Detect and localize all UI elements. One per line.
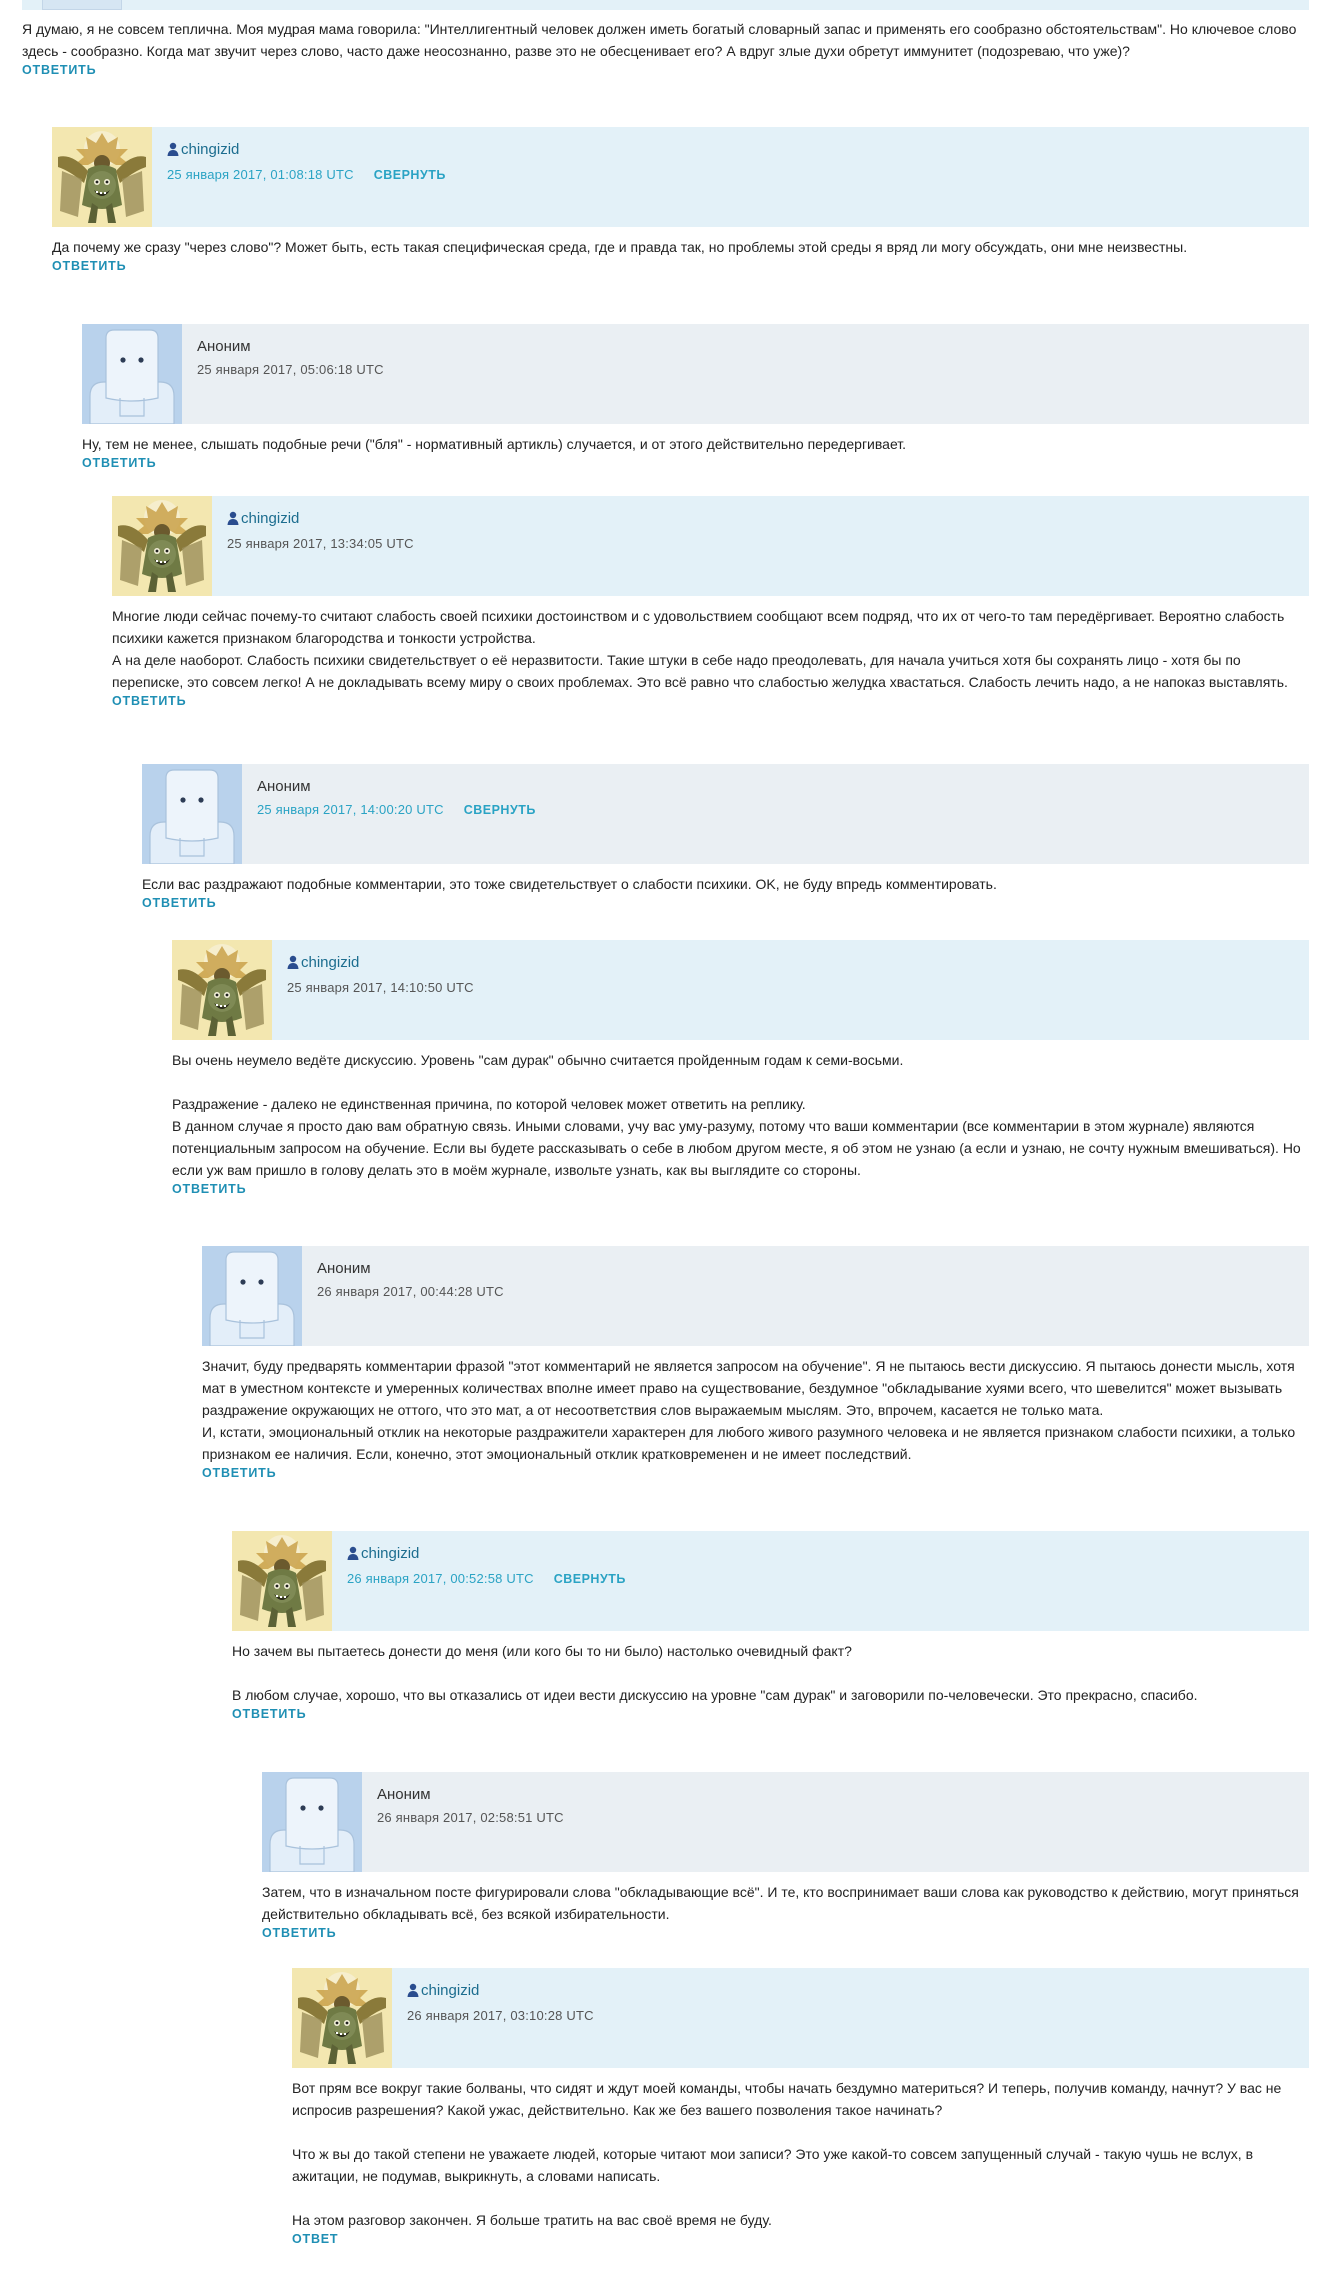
comment [112,496,1309,709]
comment-paragraph: Раздражение - далеко не единственная причина, по которой человек может ответить на реплику. [172,1096,806,1112]
user-avatar-owner[interactable] [292,1968,392,2068]
comment-paragraph: Значит, буду предварять комментарии фразой "этот комментарий не является запросом на обучение". Я не пытаюсь вести дискуссию. Я пытаюсь донести мысль, хотя мат в уместном контексте и умеренных количествах вполне имеет право на существование, бездумное "обкладывание хуями всего, что шевелится" может вызывать раздражение окружающих не оттого, что это мат, а от несоответствия слов выражаемым мыслям. Это, впрочем, касается не только мата. [202,1358,1295,1418]
username-link[interactable]: chingizid [181,141,240,158]
user-avatar-owner[interactable] [172,940,272,1040]
comment [292,1968,1309,2247]
comment-meta [167,139,446,185]
comment-paragraph [292,2121,1304,2143]
user-icon [347,1545,359,1567]
previous-comment-header-edge [22,0,1309,10]
user-avatar-owner[interactable] [232,1531,332,1631]
comment-paragraph: В любом случае, хорошо, что вы отказались от идеи вести дискуссию на уровне "сам дурак" и заговорили по-человечески. Это прекрасно, спасибо. [232,1687,1198,1703]
comment-paragraph: Да почему же сразу "через слово"? Может быть, есть такая специфическая среда, где и правда так, но проблемы этой среды я вряд ли могу обсуждать, они мне неизвестны. [52,239,1188,255]
collapse-link[interactable]: СВЕРНУТЬ [373,168,446,182]
reply-link[interactable]: ОТВЕТИТЬ [112,694,187,708]
comment-body [262,1881,1309,1925]
collapse-link[interactable]: СВЕРНУТЬ [463,803,536,817]
username: Аноним [377,1786,431,1803]
comment-timestamp-link[interactable]: 26 января 2017, 00:44:28 UTC [317,1284,504,1299]
comment-body [202,1355,1309,1465]
comment-meta [347,1543,626,1589]
user-icon [407,1982,419,2004]
reply-link[interactable]: ОТВЕТИТЬ [22,63,97,77]
username-link[interactable]: chingizid [421,1982,480,1999]
comment-body [172,1049,1309,1181]
comment-timestamp-link[interactable]: 26 января 2017, 00:52:58 UTC [347,1571,534,1586]
comment-body [52,236,1309,258]
comment-timestamp-link[interactable]: 25 января 2017, 14:00:20 UTC [257,802,444,817]
comment-meta [407,1980,594,2026]
comment-paragraph [232,1662,1304,1684]
comment-paragraph: И, кстати, эмоциональный отклик на некоторые раздражители характерен для любого живого разумного человека и не является признаком слабости психики, а только признаком ее наличия. Если, конечно, этот эмоциональный отклик кратковременен и не имеет последствий. [202,1424,1296,1462]
comment-timestamp-link[interactable]: 25 января 2017, 14:10:50 UTC [287,980,474,995]
comment-header [232,1531,1309,1631]
comment-meta [257,776,536,820]
comment [142,764,1309,911]
comment-paragraph [292,2187,1304,2209]
comment-paragraph: Многие люди сейчас почему-то считают слабость своей психики достоинством и с удовольствием сообщают всем подряд, что их от чего-то там передёргивает. Вероятно слабость психики кажется признаком благородства и тонкости устройства. [112,608,1285,646]
user-icon [287,954,299,976]
collapse-link[interactable]: СВЕРНУТЬ [553,1572,626,1586]
user-avatar-owner[interactable] [112,496,212,596]
reply-link[interactable]: ОТВЕТИТЬ [232,1707,307,1721]
comment-timestamp-link[interactable]: 26 января 2017, 03:10:28 UTC [407,2008,594,2023]
comment-timestamp-link[interactable]: 26 января 2017, 02:58:51 UTC [377,1810,564,1825]
reply-link[interactable]: ОТВЕТИТЬ [142,896,217,910]
reply-link[interactable]: ОТВЕТИТЬ [172,1182,247,1196]
comment-paragraph: В данном случае я просто даю вам обратную связь. Иными словами, учу вас уму-разуму, потому что ваши комментарии (все комментарии в этом журнале) являются потенциальным запросом на обучение. Если вы будете рассказывать о себе в любом другом месте, я об этом не узнаю (а если и узнаю, не сочту нужным вмешиваться). Но если уж вам пришло в голову делать это в моём журнале, извольте узнать, как вы выглядите со стороны. [172,1118,1301,1178]
username: Аноним [197,338,251,355]
comment-meta [317,1258,504,1302]
comment [22,18,1309,78]
comment [232,1531,1309,1722]
comment-header [172,940,1309,1040]
reply-link[interactable]: ОТВЕТИТЬ [52,259,127,273]
comment-paragraph: Что ж вы до такой степени не уважаете людей, которые читают мои записи? Это уже какой-то совсем запущенный случай - такую чушь не вслух, в ажитации, не подумав, выкрикнуть, а словами написать. [292,2146,1254,2184]
comment-paragraph: Ну, тем не менее, слышать подобные речи ("бля" - нормативный артикль) случается, и от этого действительно передергивает. [82,436,907,452]
comment-meta [377,1784,564,1828]
user-icon [227,510,239,532]
comment-header [202,1246,1309,1346]
comment-paragraph: Вы очень неумело ведёте дискуссию. Уровень "сам дурак" обычно считается пройденным годам к семи-восьми. [172,1052,904,1068]
comment-paragraph: Но зачем вы пытаетесь донести до меня (или кого бы то ни было) настолько очевидный факт? [232,1643,852,1659]
comment-header [142,764,1309,864]
username-link[interactable]: chingizid [301,954,360,971]
reply-link[interactable]: ОТВЕТИТЬ [262,1926,337,1940]
comment-paragraph: Затем, что в изначальном посте фигурировали слова "обкладывающие всё". И те, кто воспринимает ваши слова как руководство к действию, могут приняться действительно обкладывать всё, без всякой избирательности. [262,1884,1299,1922]
comment [82,324,1309,471]
username-link[interactable]: chingizid [241,510,300,527]
comment-paragraph: Я думаю, я не совсем теплична. Моя мудрая мама говорила: "Интеллигентный человек должен иметь богатый словарный запас и применять его сообразно обстоятельствам". Но ключевое слово здесь - сообразно. Когда мат звучит через слово, часто даже неосознанно, разве это не обесценивает его? А вдруг злые духи обретут иммунитет (подозреваю, что уже)? [22,21,1297,59]
username: Аноним [257,778,311,795]
comment [262,1772,1309,1941]
username: Аноним [317,1260,371,1277]
user-avatar-anonymous [82,324,182,424]
reply-link[interactable]: ОТВЕТИТЬ [202,1466,277,1480]
comment-paragraph [172,1071,1304,1093]
comment-paragraph: На этом разговор закончен. Я больше тратить на вас своё время не буду. [292,2212,772,2228]
comment-body [22,18,1309,62]
comment-body [112,605,1309,693]
comment-meta [197,336,384,380]
comment-timestamp-link[interactable]: 25 января 2017, 01:08:18 UTC [167,167,354,182]
comment-paragraph: Если вас раздражают подобные комментарии, это тоже свидетельствует о слабости психики. OK, не буду впредь комментировать. [142,876,997,892]
comment-timestamp-link[interactable]: 25 января 2017, 13:34:05 UTC [227,536,414,551]
comment [52,127,1309,274]
comment-body [292,2077,1309,2231]
reply-link[interactable]: ОТВЕТИТЬ [82,456,157,470]
comment-header [82,324,1309,424]
comment-timestamp-link[interactable]: 25 января 2017, 05:06:18 UTC [197,362,384,377]
reply-link[interactable]: ОТВЕТ [292,2232,339,2246]
user-avatar-anonymous [142,764,242,864]
comment-body [142,873,1309,895]
username-link[interactable]: chingizid [361,1545,420,1562]
user-avatar-owner[interactable] [52,127,152,227]
comment-paragraph: А на деле наоборот. Слабость психики свидетельствует о её неразвитости. Такие штуки в себе надо преодолевать, для начала учиться хотя бы сохранять лицо - хотя бы по переписке, это совсем легко! А не докладывать всему миру о своих проблемах. Это всё равно что слабостью желудка хвастаться. Слабость лечить надо, а не напоказ выставлять. [112,652,1288,690]
comment-body [232,1640,1309,1706]
user-avatar-anonymous [262,1772,362,1872]
comment-header [112,496,1309,596]
previous-comment-avatar-edge [42,0,122,10]
comment-meta [227,508,414,554]
comment-header [52,127,1309,227]
comment-paragraph: Вот прям все вокруг такие болваны, что сидят и ждут моей команды, чтобы начать бездумно материться? И теперь, получив команду, начнут? У вас не испросив разрешения? Какой ужас, действительно. Как же без вашего позволения такое начинать? [292,2080,1282,2118]
comment-meta [287,952,474,998]
comment-body [82,433,1309,455]
comment-header [292,1968,1309,2068]
comment-header [262,1772,1309,1872]
comment [172,940,1309,1197]
user-icon [167,141,179,163]
user-avatar-anonymous [202,1246,302,1346]
comment [202,1246,1309,1481]
